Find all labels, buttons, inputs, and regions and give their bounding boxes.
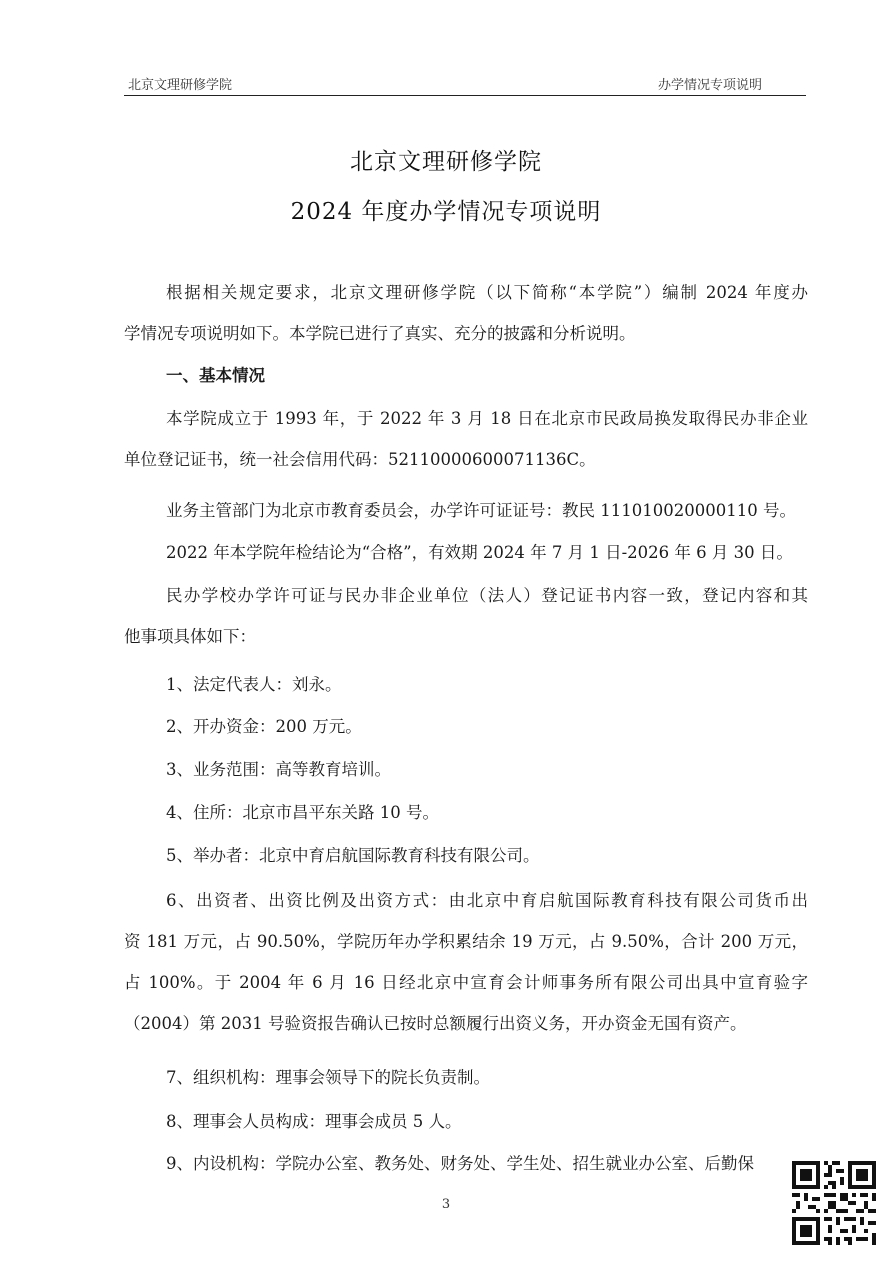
qr-code-icon (792, 1161, 876, 1245)
list-item-3 (124, 749, 808, 790)
intro-line: 根据相关规定要求，北京文理研修学院（以下简称“本学院”）编制 2024 年度办 (166, 283, 808, 302)
list-item-7 (124, 1057, 808, 1098)
list-item-text: 9、内设机构：学院办公室、教务处、财务处、学生处、招生就业办公室、后勤保 (166, 1154, 754, 1173)
list-item-5 (124, 835, 808, 876)
list-item-text: 4、住所：北京市昌平东关路 10 号。 (166, 803, 439, 822)
list-item-text: 3、业务范围：高等教育培训。 (166, 760, 391, 779)
list-item-text: 2、开办资金：200 万元。 (166, 717, 362, 736)
paragraph-inspection (124, 532, 808, 573)
list-item-text: 1、法定代表人：刘永。 (166, 675, 342, 694)
list-item-9 (124, 1143, 808, 1184)
page-number: 3 (441, 1197, 451, 1212)
list-item-line: 6、出资者、出资比例及出资方式：由北京中育启航国际教育科技有限公司货币出 (166, 891, 808, 910)
header-right-text: 办学情况专项说明 (657, 78, 762, 93)
paragraph-line: 他事项具体如下： (124, 627, 256, 646)
paragraph-line: 民办学校办学许可证与民办非企业单位（法人）登记证书内容一致，登记内容和其 (166, 586, 808, 605)
list-item-line: 占 100%。于 2004 年 6 月 16 日经北京中宣育会计师事务所有限公司出具中宣育验字 (124, 973, 808, 992)
list-item-text: 8、理事会人员构成：理事会成员 5 人。 (166, 1112, 462, 1131)
header-divider (124, 95, 806, 96)
intro-paragraph (124, 272, 808, 354)
list-item-line: （2004）第 2031 号验资报告确认已按时总额履行出资义务，开办资金无国有资产。 (124, 1014, 747, 1033)
paragraph-line: 2022 年本学院年检结论为“合格”，有效期 2024 年 7 月 1 日-2026 年 6 月 30 日。 (166, 543, 793, 562)
intro-line: 学情况专项说明如下。本学院已进行了真实、充分的披露和分析说明。 (124, 324, 636, 343)
section-heading (124, 355, 808, 396)
list-item-text: 7、组织机构：理事会领导下的院长负责制。 (166, 1068, 490, 1087)
list-item-8 (124, 1101, 808, 1142)
paragraph-establishment (124, 398, 808, 480)
list-item-2 (124, 706, 808, 747)
paragraph-line: 本学院成立于 1993 年，于 2022 年 3 月 18 日在北京市民政局换发取得民办非企业 (166, 409, 808, 428)
header-left-text: 北京文理研修学院 (128, 78, 233, 93)
paragraph-registration (124, 575, 808, 657)
list-item-text: 5、举办者：北京中育启航国际教育科技有限公司。 (166, 846, 540, 865)
list-item-line: 资 181 万元，占 90.50%，学院历年办学积累结余 19 万元，占 9.50%，合计 200 万元， (124, 932, 808, 951)
list-item-1 (124, 664, 808, 705)
document-subtitle: 2024 年度办学情况专项说明 (290, 199, 602, 225)
list-item-6 (124, 880, 808, 1044)
document-title: 北京文理研修学院 (350, 149, 542, 175)
paragraph-line: 单位登记证书，统一社会信用代码：52110000600071136C。 (124, 450, 596, 469)
paragraph-line: 业务主管部门为北京市教育委员会，办学许可证证号：教民 111010020000110 号。 (166, 501, 796, 520)
list-item-4 (124, 792, 808, 833)
paragraph-license (124, 490, 808, 531)
section-heading-text: 一、基本情况 (166, 366, 265, 385)
